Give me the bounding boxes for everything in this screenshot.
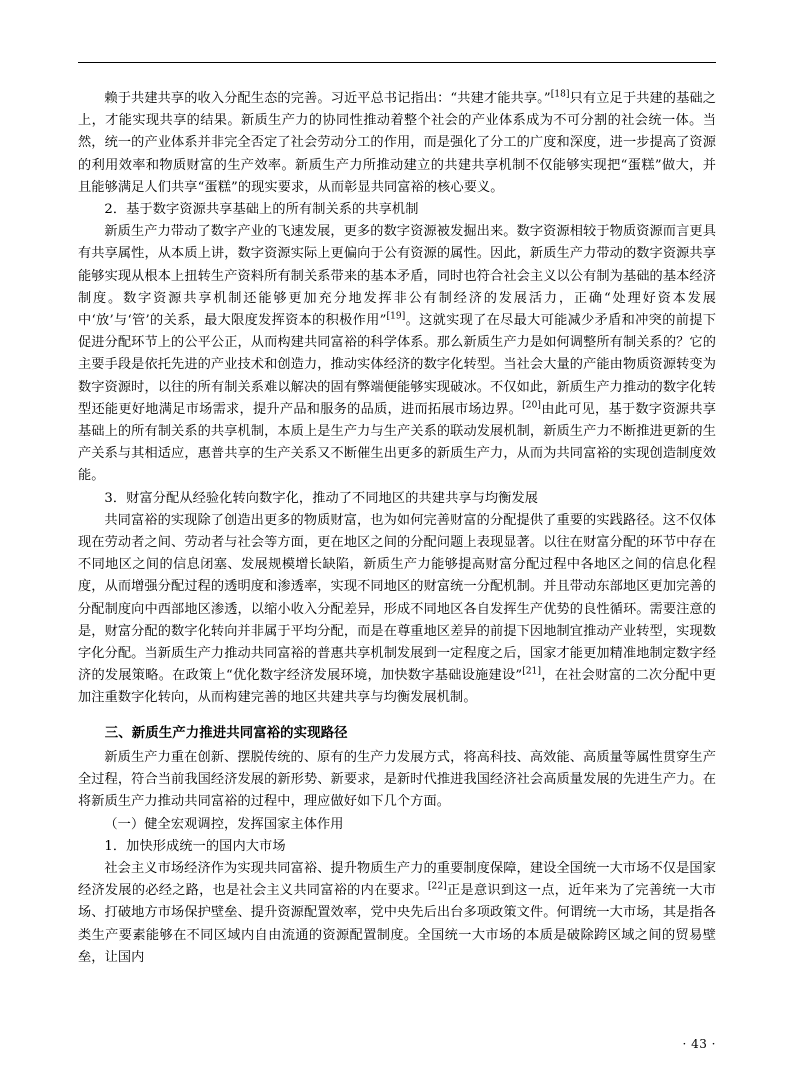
paragraph: 2．基于数字资源共享基础上的所有制关系的共享机制 xyxy=(104,202,419,218)
header-rule xyxy=(78,62,716,63)
paragraph: 3．财富分配从经验化转向数字化，推动了不同地区的共建共享与均衡发展 xyxy=(104,490,539,506)
page-number: · 43 · xyxy=(682,1037,716,1051)
section-heading: 三、新质生产力推进共同富裕的实现路径 xyxy=(104,725,348,741)
paragraph: 社会主义市场经济作为实现共同富裕、提升物质生产力的重要制度保障，建设全国统一大市场不仅是国家经济发展的必经之路，也是社会主义共同富裕的内在要求。[22]正是意识到这一点，近年来为了完善统一大市场、打破地方市场保护壁垒、提升资源配置效率，党中央先后出台多项政策文件。何谓统一大市场，其是指各类生产要素能够在不同区域内自由流通的资源配置制度。全国统一大市场的本质是破除跨区域之间的贸易壁垒，让国内 xyxy=(78,860,716,965)
paragraph: 赖于共建共享的收入分配生态的完善。习近平总书记指出：“共建才能共享。”[18]只有立足于共建的基础之上，才能实现共享的结果。新质生产力的协同性推动着整个社会的产业体系成为不可分割的社会统一体。当然，统一的产业体系并非完全否定了社会劳动分工的作用，而是强化了分工的广度和深度，进一步提高了资源的利用效率和物质财富的生产效率。新质生产力所推动建立的共建共享机制不仅能够实现把“蛋糕”做大，并且能够满足人们共享“蛋糕”的现实要求，从而彰显共同富裕的核心要义。 xyxy=(78,89,716,195)
paragraph: 共同富裕的实现除了创造出更多的物质财富，也为如何完善财富的分配提供了重要的实践路径。这不仅体现在劳动者之间、劳动者与社会等方面，更在地区之间的分配问题上表现显著。以往在财富分配的环节中存在不同地区之间的信息闭塞、发展规模增长缺陷，新质生产力能够提高财富分配过程中各地区之间的信息化程度，从而增强分配过程的透明度和渗透率，实现不同地区的财富统一分配机制。并且带动东部地区更加完善的分配制度向中西部地区渗透，以缩小收入分配差异，形成不同地区各自发挥生产优势的良性循环。需要注意的是，财富分配的数字化转向并非属于平均分配，而是在尊重地区差异的前提下因地制宜推动产业转型，实现数字化分配。当新质生产力推动共同富裕的普惠共享机制发展到一定程度之后，国家才能更加精准地制定数字经济的发展策略。在政策上“优化数字经济发展环境，加快数字基础设施建设”[21]，在社会财富的二次分配中更加注重数字化转向，从而构建完善的地区共建共享与均衡发展机制。 xyxy=(78,512,716,706)
paragraph: 新质生产力带动了数字产业的飞速发展，更多的数字资源被发掘出来。数字资源相较于物质资源而言更具有共享属性，从本质上讲，数字资源实际上更偏向于公有资源的属性。因此，新质生产力带动的数字资源共享能够实现从根本上扭转生产资料所有制关系带来的基本矛盾，同时也符合社会主义以公有制为基础的基本经济制度。数字资源共享机制还能够更加充分地发挥非公有制经济的发展活力，正确“处理好资本发展中‘放’与‘管’的关系，最大限度发挥资本的积极作用”[19]。这就实现了在尽最大可能减少矛盾和冲突的前提下促进分配环节上的公平公正，从而构建共同富裕的科学体系。那么新质生产力是如何调整所有制关系的？它的主要手段是依托先进的产业技术和创造力，推动实体经济的数字化转型。当社会大量的产能由物质资源转变为数字资源时，以往的所有制关系难以解决的固有弊端便能够实现破冰。不仅如此，新质生产力推动的数字化转型还能更好地满足市场需求，提升产品和服务的品质，进而拓展市场边界。[20]由此可见，基于数字资源共享基础上的所有制关系的共享机制，本质上是生产力与生产关系的联动发展机制，新质生产力不断推进更新的生产关系与其相适应，惠普共享的生产关系又不断催生出更多的新质生产力，从而为共同富裕的实现创造制度效能。 xyxy=(78,224,716,484)
paragraph: 新质生产力重在创新、摆脱传统的、原有的生产力发展方式，将高科技、高效能、高质量等属性贯穿生产全过程，符合当前我国经济发展的新形势、新要求，是新时代推进我国经济社会高质量发展的先进生产力。在将新质生产力推动共同富裕的过程中，理应做好如下几个方面。 xyxy=(78,749,716,810)
paragraph: （一）健全宏观调控，发挥国家主体作用 xyxy=(104,816,344,832)
paragraph: 1．加快形成统一的国内大市场 xyxy=(104,838,286,854)
document-body xyxy=(78,88,716,969)
